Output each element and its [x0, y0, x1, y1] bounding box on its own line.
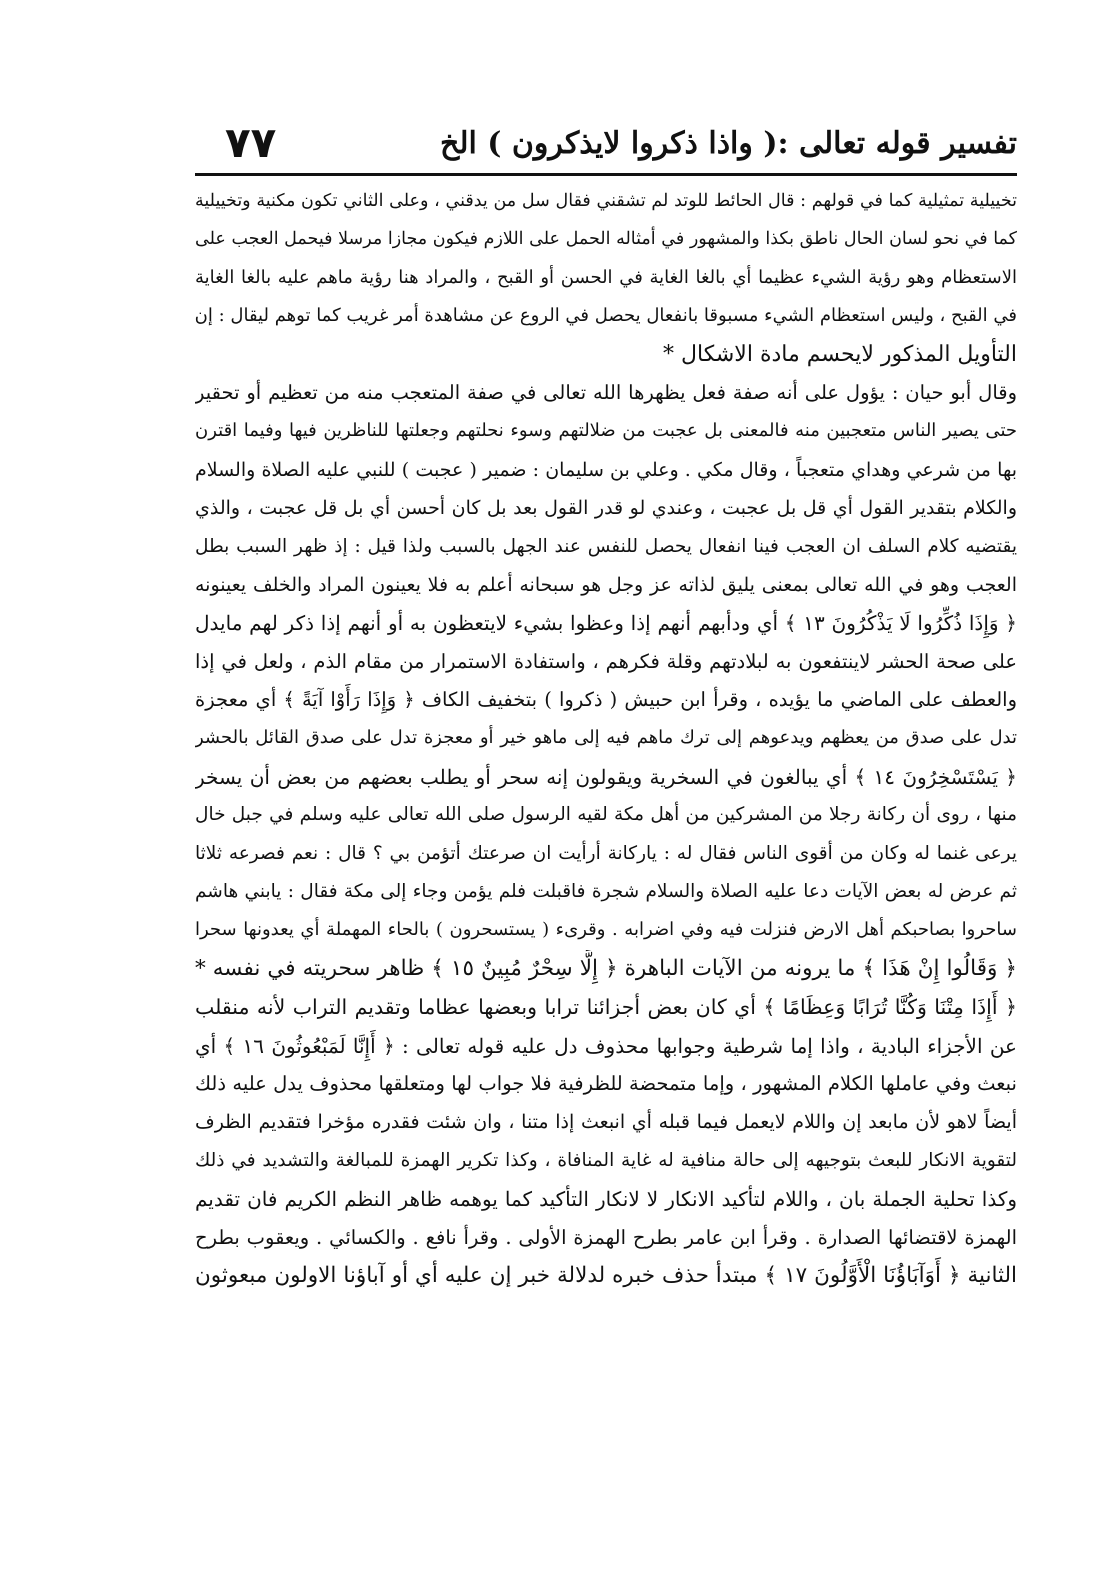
text-line: الهمزة لاقتضائها الصدارة . وقرأ ابن عامر بطرح الهمزة الأولى . وقرأ نافع . والكسائي . ويعقوب بطرح — [195, 1225, 1017, 1249]
quran-verse-line: ﴿ وَقَالُوا إِنْ هَذَا ﴾ ما يرونه من الآيات الباهرة ﴿ إِلَّا سِحْرٌ مُبِينٌ ١٥ ﴾ ظاهر سحريته في نفسه * — [195, 955, 1017, 981]
text-line: حتى يصير الناس متعجبين منه فالمعنى بل عجبت من ضلالتهم وسوء نحلتهم وجعلتها للناظرين فيها وفيما اقترن — [195, 420, 1017, 442]
text-line: لتقوية الانكار للبعث بتوجيهه إلى حالة منافية له غاية المنافاة ، وكذا تكرير الهمزة للمبالغة والتشديد في ذلك — [195, 1149, 1017, 1171]
text-line: كما في نحو لسان الحال ناطق بكذا والمشهور في أمثاله الحمل على اللازم فيكون مجازا مرسلا فيحمل العجب على — [195, 229, 1017, 250]
text-line: ثم عرض له بعض الآيات دعا عليه الصلاة والسلام شجرة فاقبلت فلم يؤمن وجاء إلى مكة فقال : يابني هاشم — [195, 881, 1017, 903]
text-line: والكلام بتقدير القول أي قل بل عجبت ، وعندي لو قدر القول بعد بل كان أحسن أي بل قل عجبت ، والذي — [195, 497, 1017, 520]
text-line: تخييلية تمثيلية كما في قولهم : قال الحائط للوتد لم تشقني فقال سل من يدقني ، وعلى الثاني تكون مكنية وتخييلية — [195, 191, 1017, 211]
text-line: ساحروا بصاحبكم أهل الارض فنزلت فيه وفي اضرابه . وقرىء ( يستسحرون ) بالحاء المهملة أي يعدونها سحرا — [195, 919, 1017, 941]
quran-verse-line: ﴿ يَسْتَسْخِرُونَ ١٤ ﴾ أي يبالغون في السخرية ويقولون إنه سحر أو يطلب بعضهم من بعض أن يسخر — [195, 764, 1017, 789]
book-page — [195, 118, 1017, 1558]
header-rule — [195, 173, 1017, 176]
text-line: تدل على صدق من يعظهم ويدعوهم إلى ترك ماهم فيه إلى ماهو خير أو معجزة تدل على صدق القائل بالحشر — [195, 727, 1017, 749]
quran-verse-line: والعطف على الماضي ما يؤيده ، وقرأ ابن حبيش ( ذكروا ) بتخفيف الكاف ﴿ وَإِذَا رَأَوْا آيَةً ﴾ أي معجزة — [195, 688, 1017, 712]
text-line: على صحة الحشر لاينتفعون به لبلادتهم وقلة فكرهم ، واستفادة الاستمرار من مقام الذم ، ولعل في إذا — [195, 649, 1017, 673]
text-line: التأويل المذكور لايحسم مادة الاشكال * — [663, 341, 1017, 367]
quran-verse-line: الثانية ﴿ أَوَآبَاؤُنَا الْأَوَّلُونَ ١٧ ﴾ مبتدأ حذف خبره لدلالة خبر إن عليه أي أو آباؤنا الاولون مبعوثون — [195, 1262, 1017, 1288]
page-header — [195, 118, 1017, 170]
page-number: ٧٧ — [225, 118, 277, 167]
body-text — [195, 182, 1017, 1295]
text-line: في القبح ، وليس استعظام الشيء مسبوقا بانفعال يحصل في الروع عن مشاهدة أمر غريب كما توهم ليقال : إن — [195, 305, 1017, 327]
quran-verse-line: ﴿ أَإِذَا مِتْنَا وَكُنَّا تُرَابًا وَعِظَامًا ﴾ أي كان بعض أجزائنا ترابا وبعضها عظاما وتقديم التراب لأنه منقلب — [195, 995, 1017, 1020]
text-line: وكذا تحلية الجملة بان ، واللام لتأكيد الانكار لا لانكار التأكيد كما يوهمه ظاهر النظم الكريم فان تقديم — [195, 1187, 1017, 1212]
text-line: يقتضيه كلام السلف ان العجب فينا انفعال يحصل للنفس عند الجهل بالسبب ولذا قيل : إذ ظهر السبب بطل — [195, 535, 1017, 557]
running-title: تفسير قوله تعالى :( واذا ذكروا لايذكرون ) الخ — [439, 126, 1017, 161]
text-line: منها ، روى أن ركانة رجلا من المشركين من أهل مكة لقيه الرسول صلى الله تعالى عليه وسلم في جبل خال — [195, 804, 1017, 826]
text-line: يرعى غنما له وكان من أقوى الناس فقال له : ياركانة أرأيت ان صرعتك أتؤمن بي ؟ قال : نعم فصرعه ثلاثا — [195, 842, 1017, 864]
text-line: وقال أبو حيان : يؤول على أنه صفة فعل يظهرها الله تعالى في صفة المتعجب منه من تعظيم أو تحقير — [195, 380, 1017, 404]
quran-verse-line: ﴿ وَإِذَا ذُكِّرُوا لَا يَذْكُرُونَ ١٣ ﴾ أي ودأبهم أنهم إذا وعظوا بشيء لايتعظون به أو أنهم إذا ذكر لهم مايدل — [195, 611, 1017, 636]
text-line: العجب وهو في الله تعالى بمعنى يليق لذاته عز وجل هو سبحانه أعلم به فلا يعينون المراد والخلف يعينونه — [195, 573, 1017, 596]
text-line: أيضاً لاهو لأن مابعد إن واللام لايعمل فيما قبله أي انبعث إذا متنا ، وان شئت فقدره مؤخرا فتقديم الظرف — [195, 1111, 1017, 1134]
text-line: الاستعظام وهو رؤية الشيء عظيما أي بالغا الغاية في الحسن أو القبح ، والمراد هنا رؤية ماهم عليه بالغا الغاية — [195, 266, 1017, 288]
text-line: نبعث وفي عاملها الكلام المشهور ، وإما متمحضة للظرفية فلا جواب لها ومتعلقها محذوف يدل عليه ذلك — [195, 1071, 1017, 1095]
quran-verse-line: عن الأجزاء البادية ، واذا إما شرطية وجوابها محذوف دل عليه قوله تعالى : ﴿ أَإِنَّا لَمَبْعُوثُونَ ١٦ ﴾ أي — [195, 1033, 1017, 1058]
text-line: بها من شرعي وهداي متعجباً ، وقال مكي . وعلي بن سليمان : ضمير ( عجبت ) للنبي عليه الصلاة والسلام — [195, 458, 1017, 481]
